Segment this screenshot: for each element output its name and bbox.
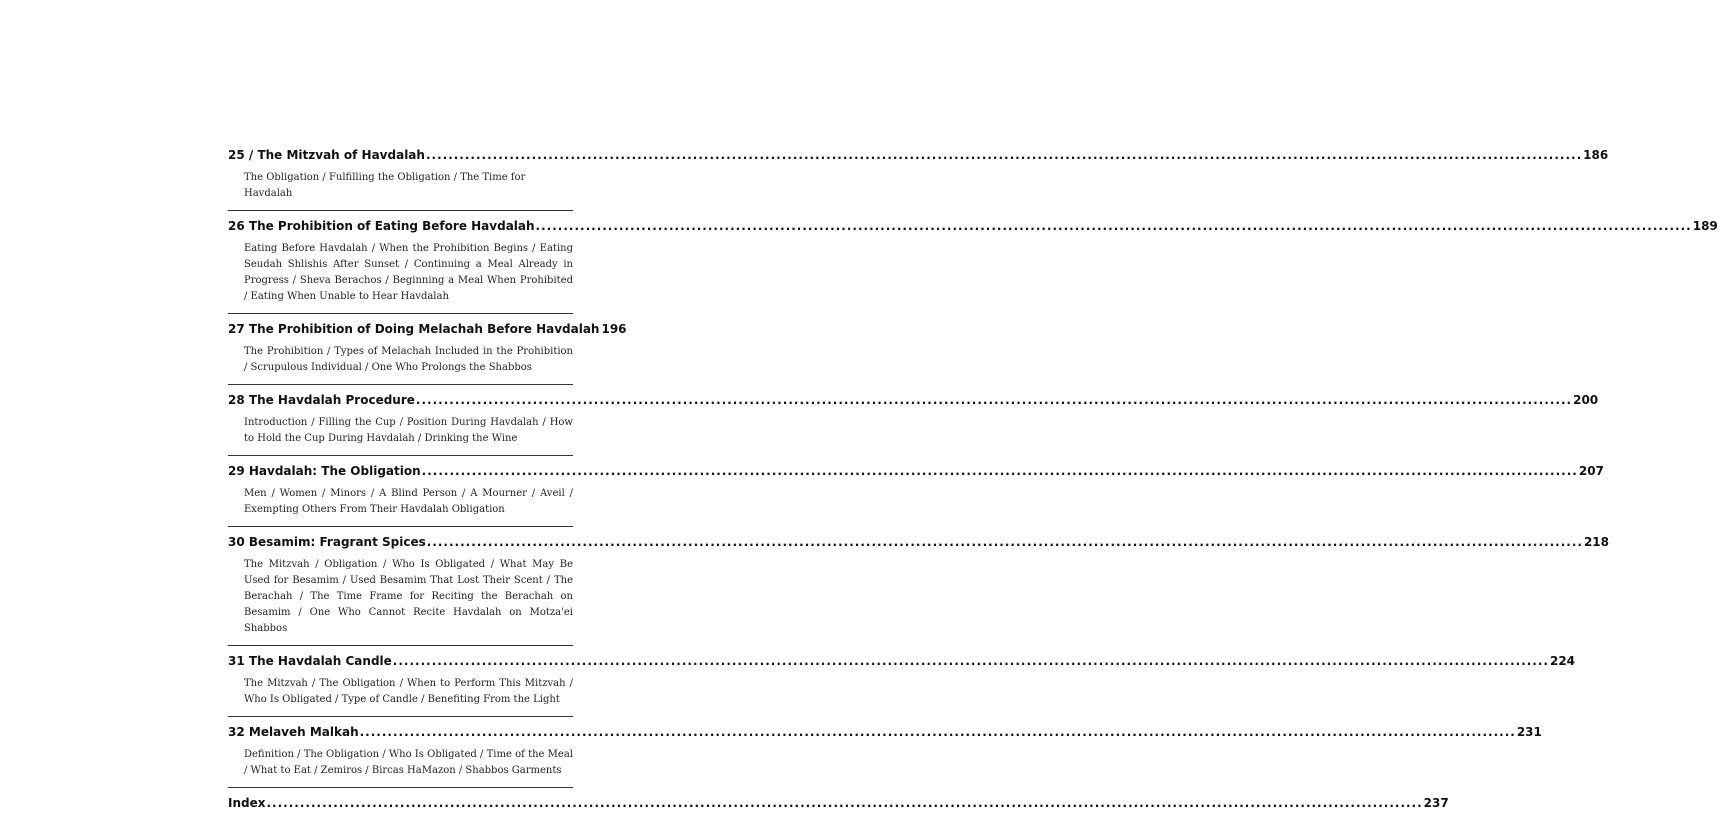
toc-entry-30 bbox=[228, 526, 1609, 645]
table-of-contents bbox=[228, 140, 1718, 818]
toc-page-number: 196 bbox=[601, 322, 627, 336]
toc-entry-title: 29 Havdalah: The Obligation bbox=[228, 464, 421, 478]
toc-entry-title: 26 The Prohibition of Eating Before Havdalah bbox=[228, 219, 535, 233]
toc-entry-description: The Prohibition / Types of Melachah Included in the Prohibition / Scrupulous Individual / One Who Prolongs the Shabbos bbox=[244, 346, 573, 373]
toc-entry-description: Definition / The Obligation / Who Is Obligated / Time of the Meal / What to Eat / Zemiros / Bircas HaMazon / Shabbos Garments bbox=[244, 749, 573, 776]
dot-leader bbox=[360, 717, 1516, 747]
toc-entry-title: 28 The Havdalah Procedure bbox=[228, 393, 415, 407]
toc-entry-description: The Mitzvah / The Obligation / When to Perform This Mitzvah / Who Is Obligated / Type of Candle / Benefiting From the Light bbox=[244, 678, 573, 705]
toc-entry-title: 32 Melaveh Malkah bbox=[228, 725, 359, 739]
toc-entry-heading bbox=[228, 646, 1576, 676]
toc-page-number: 186 bbox=[1583, 148, 1609, 162]
toc-entry-description: Men / Women / Minors / A Blind Person / A Mourner / Aveil / Exempting Others From Their Havdalah Obligation bbox=[244, 488, 573, 515]
toc-entry-description: The Mitzvah / Obligation / Who Is Obligated / What May Be Used for Besamim / Used Besamim That Lost Their Scent / The Berachah / The Time Frame for Reciting the Berachah on Besamim / One Who Cannot Recite Havdalah on Motza'ei Shabbos bbox=[244, 559, 573, 634]
toc-entry-26 bbox=[228, 210, 1718, 313]
toc-entry-27 bbox=[228, 313, 627, 384]
toc-page-number: 231 bbox=[1516, 725, 1542, 739]
toc-entry-31 bbox=[228, 645, 1576, 716]
toc-entry-heading bbox=[228, 456, 1604, 486]
toc-page-number: 200 bbox=[1573, 393, 1599, 407]
toc-entry-heading bbox=[228, 717, 1542, 747]
toc-entry-title: 25 / The Mitzvah of Havdalah bbox=[228, 148, 425, 162]
toc-page-number: 218 bbox=[1583, 535, 1609, 549]
dot-leader bbox=[422, 456, 1578, 486]
toc-entry-heading bbox=[228, 140, 1609, 170]
dot-leader bbox=[393, 646, 1549, 676]
toc-entry-description: The Obligation / Fulfilling the Obligation / The Time for Havdalah bbox=[244, 172, 526, 199]
toc-entry-description: Introduction / Filling the Cup / Position During Havdalah / How to Hold the Cup During Havdalah / Drinking the Wine bbox=[244, 417, 573, 444]
toc-entry-title: 30 Besamim: Fragrant Spices bbox=[228, 535, 426, 549]
toc-entry-title: 31 The Havdalah Candle bbox=[228, 654, 392, 668]
toc-entry-title: 27 The Prohibition of Doing Melachah Before Havdalah bbox=[228, 322, 600, 336]
toc-entry-25 bbox=[228, 140, 1609, 210]
toc-page-number: 207 bbox=[1578, 464, 1604, 478]
dot-leader bbox=[416, 385, 1572, 415]
toc-entry-heading bbox=[228, 385, 1599, 415]
toc-entry-28 bbox=[228, 384, 1599, 455]
dot-leader bbox=[426, 140, 1582, 170]
dot-leader bbox=[536, 211, 1692, 241]
toc-entry-heading bbox=[228, 527, 1609, 557]
toc-entry-description: Eating Before Havdalah / When the Prohibition Begins / Eating Seudah Shlishis After Sunset / Continuing a Meal Already in Progress / Sheva Berachos / Beginning a Meal When Prohibited / Eating When Unable to Hear Havdalah bbox=[244, 243, 573, 302]
toc-entry-32 bbox=[228, 716, 1542, 787]
toc-entry-heading bbox=[228, 788, 1449, 818]
toc-entry-heading bbox=[228, 211, 1718, 241]
toc-entry-index bbox=[228, 787, 1449, 818]
toc-entry-title: Index bbox=[228, 796, 266, 810]
toc-page-number: 189 bbox=[1692, 219, 1718, 233]
dot-leader bbox=[427, 527, 1583, 557]
toc-entry-heading bbox=[228, 314, 627, 344]
dot-leader bbox=[266, 788, 1422, 818]
toc-page-number: 224 bbox=[1549, 654, 1576, 668]
toc-page-number: 237 bbox=[1423, 796, 1449, 810]
toc-entry-29 bbox=[228, 455, 1604, 526]
